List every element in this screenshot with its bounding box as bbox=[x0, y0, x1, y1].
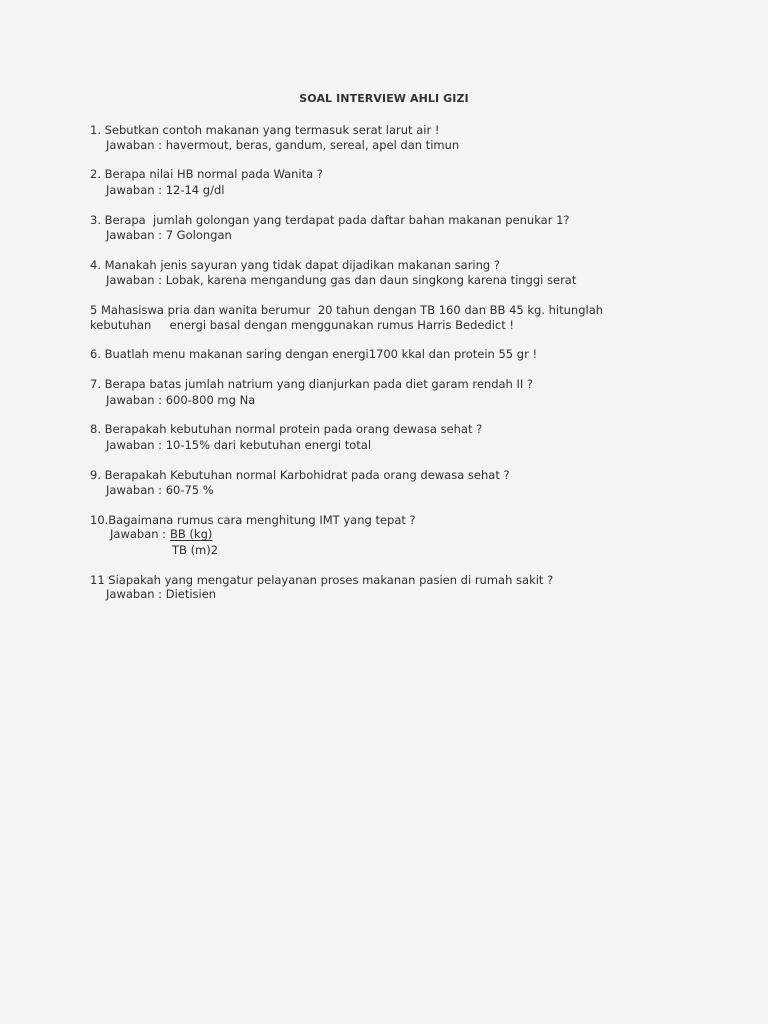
answer-9: Jawaban : 60-75 % bbox=[106, 483, 214, 497]
imt-formula-denominator: TB (m)2 bbox=[172, 543, 219, 557]
question-9: 9. Berapakah Kebutuhan normal Karbohidrat pada orang dewasa sehat ? bbox=[90, 468, 510, 482]
question-2: 2. Berapa nilai HB normal pada Wanita ? bbox=[90, 167, 323, 181]
question-6: 6. Buatlah menu makanan saring dengan energi1700 kkal dan protein 55 gr ! bbox=[90, 347, 538, 361]
answer-2: Jawaban : 12-14 g/dl bbox=[106, 183, 225, 197]
imt-formula-numerator: BB (kg) bbox=[170, 527, 213, 541]
document-title: SOAL INTERVIEW AHLI GIZI bbox=[299, 92, 469, 105]
question-5-line-2: kebutuhan energi basal dengan menggunakan rumus Harris Bededict ! bbox=[90, 318, 515, 332]
question-4: 4. Manakah jenis sayuran yang tidak dapat dijadikan makanan saring ? bbox=[90, 258, 500, 272]
answer-3: Jawaban : 7 Golongan bbox=[106, 228, 232, 242]
question-1: 1. Sebutkan contoh makanan yang termasuk serat larut air ! bbox=[90, 123, 440, 137]
question-8: 8. Berapakah kebutuhan normal protein pada orang dewasa sehat ? bbox=[90, 422, 483, 436]
answer-11: Jawaban : Dietisien bbox=[106, 587, 217, 601]
answer-7: Jawaban : 600-800 mg Na bbox=[106, 393, 256, 407]
question-7: 7. Berapa batas jumlah natrium yang dianjurkan pada diet garam rendah II ? bbox=[90, 377, 534, 391]
question-3: 3. Berapa jumlah golongan yang terdapat pada daftar bahan makanan penukar 1? bbox=[90, 213, 570, 227]
question-11: 11 Siapakah yang mengatur pelayanan proses makanan pasien di rumah sakit ? bbox=[90, 573, 554, 587]
question-10: 10.Bagaimana rumus cara menghitung IMT yang tepat ? bbox=[90, 513, 416, 527]
answer-8: Jawaban : 10-15% dari kebutuhan energi total bbox=[106, 438, 372, 452]
question-5-line-1: 5 Mahasiswa pria dan wanita berumur 20 tahun dengan TB 160 dan BB 45 kg. hitunglah bbox=[90, 303, 604, 317]
answer-10-label: Jawaban : bbox=[110, 527, 167, 541]
answer-1: Jawaban : havermout, beras, gandum, sereal, apel dan timun bbox=[106, 138, 460, 152]
answer-4: Jawaban : Lobak, karena mengandung gas dan daun singkong karena tinggi serat bbox=[106, 273, 577, 287]
